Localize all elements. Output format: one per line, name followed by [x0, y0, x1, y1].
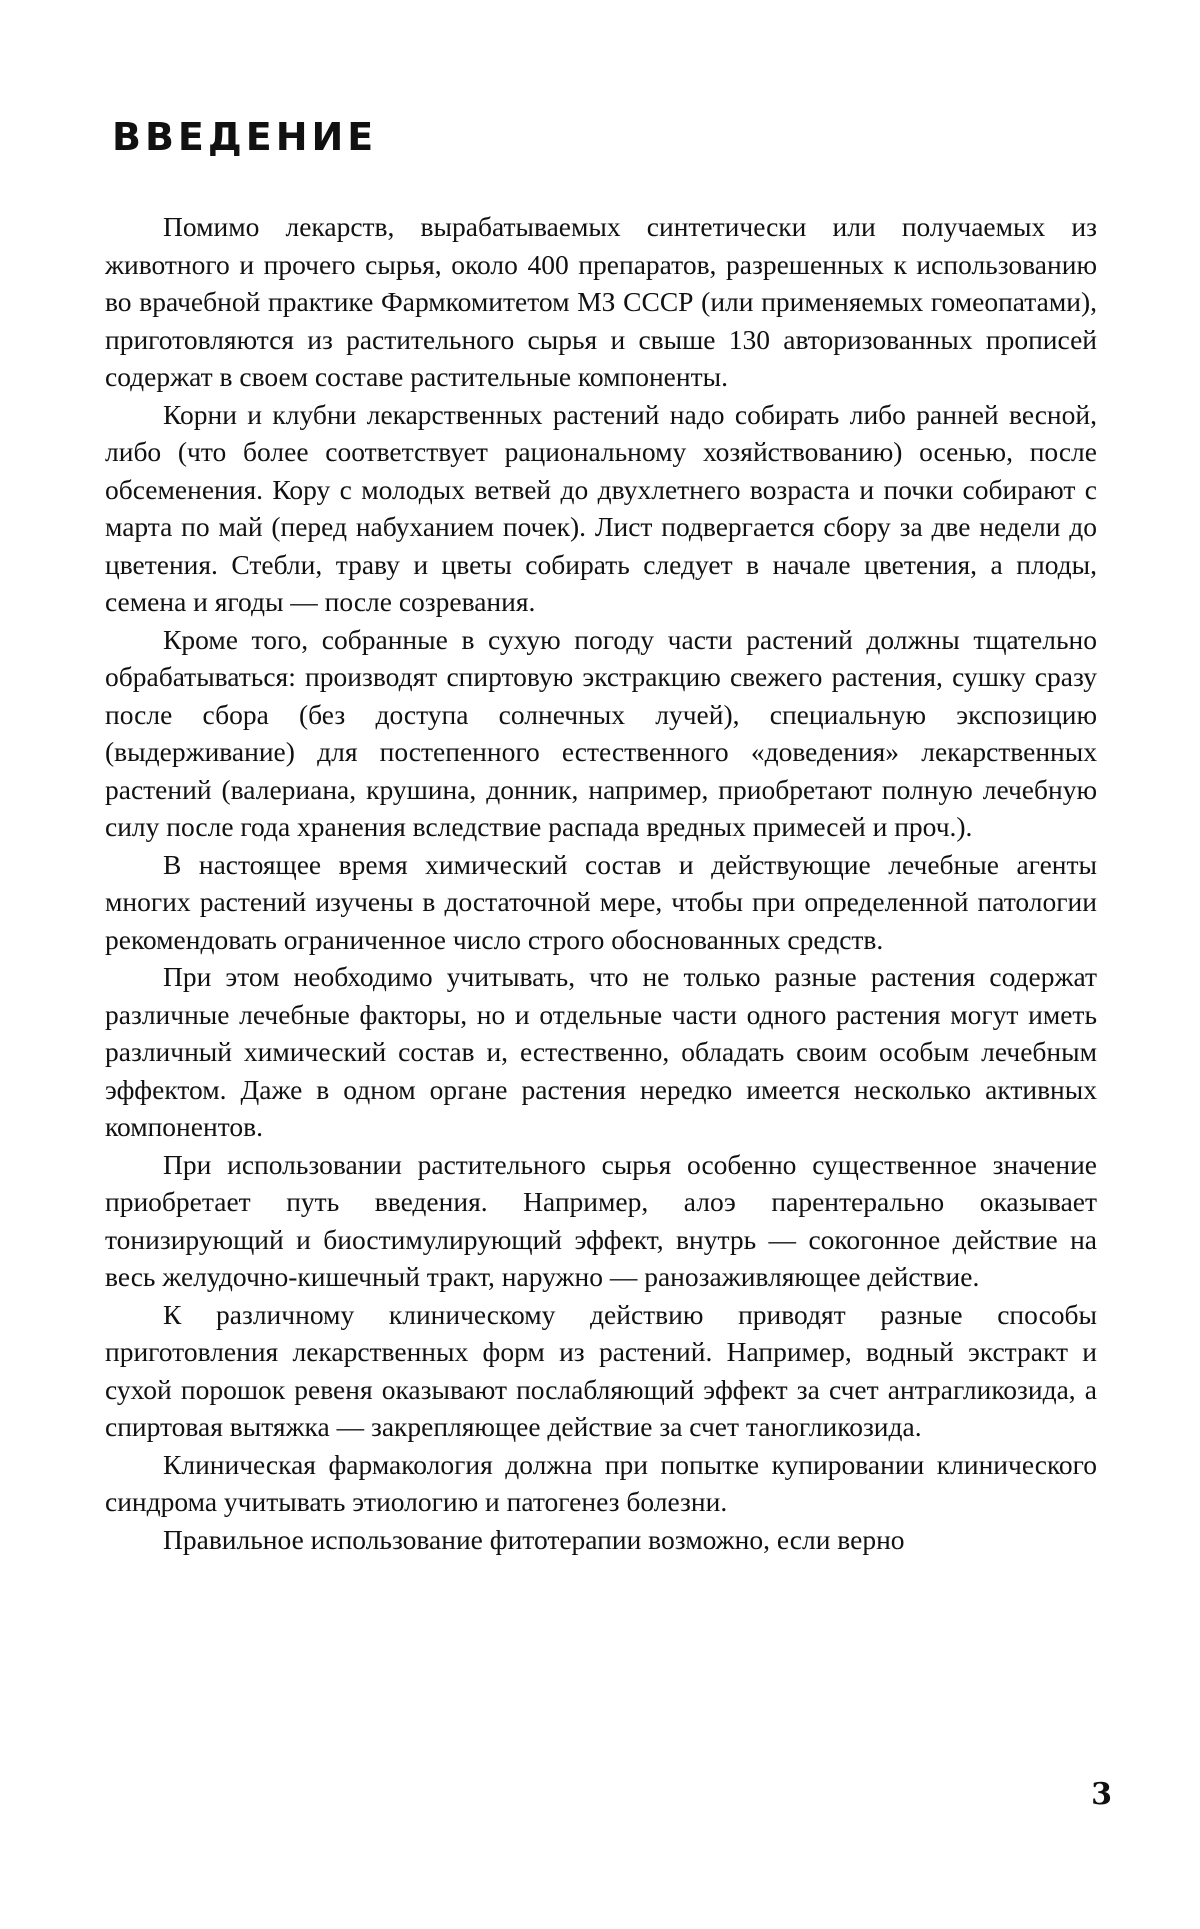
paragraph: Правильное использование фитотерапии возможно, если верно [163, 1523, 905, 1555]
paragraph: При этом необходимо учитывать, что не только разные растения содержат различные лечебные факторы, но и отдельные части одного растения могут иметь различный химический состав и, естественно, обладать своим особым лечебным эффектом. Даже в одном органе растения нередко имеется несколько активных компонентов. [105, 961, 1097, 1142]
paragraph: Помимо лекарств, вырабатываемых синтетически или получаемых из животного и прочего сырья, около 400 препаратов, разрешенных к использованию во врачебной практике Фармкомитетом МЗ СССР (или применяемых гомеопатами), приготовляются из растительного сырья и свыше 130 авторизованных прописей содержат в своем составе растительные компоненты. [105, 211, 1097, 392]
body-text [105, 208, 1097, 1558]
paragraph: В настоящее время химический состав и действующие лечебные агенты многих растений изучены в достаточной мере, чтобы при определенной патологии рекомендовать ограниченное число строго обоснованных средств. [105, 848, 1097, 955]
paragraph: Корни и клубни лекарственных растений надо собирать либо ранней весной, либо (что более соответствует рациональному хозяйствованию) осенью, после обсеменения. Кору с молодых ветвей до двухлетнего возраста и почки собирают с марта по май (перед набуханием почек). Лист подвергается сбору за две недели до цветения. Стебли, траву и цветы собирать следует в начале цветения, а плоды, семена и ягоды — после созревания. [105, 398, 1097, 617]
paragraph: При использовании растительного сырья особенно существенное значение приобретает путь введения. Например, алоэ парентерально оказывает тонизирующий и биостимулирующий эффект, внутрь — сокогонное действие на весь желудочно-кишечный тракт, наружно — ранозаживляющее действие. [105, 1148, 1097, 1292]
chapter-heading: ВВЕДЕНИЕ [112, 115, 378, 159]
page-number: 3 [1091, 1777, 1112, 1812]
paragraph: К различному клиническому действию приводят разные способы приготовления лекарственных форм из растений. Например, водный экстракт и сухой порошок ревеня оказывают послабляющий эффект за счет антрагликозида, а спиртовая вытяжка — закрепляющее действие за счет таногликозида. [105, 1298, 1097, 1442]
paragraph: Клиническая фармакология должна при попытке купировании клинического синдрома учитывать этиологию и патогенез болезни. [105, 1448, 1097, 1517]
paragraph: Кроме того, собранные в сухую погоду части растений должны тщательно обрабатываться: производят спиртовую экстракцию свежего растения, сушку сразу после сбора (без доступа солнечных лучей), специальную экспозицию (выдерживание) для постепенного естественного «доведения» лекарственных растений (валериана, крушина, донник, например, приобретают полную лечебную силу после года хранения вследствие распада вредных примесей и проч.). [105, 623, 1097, 842]
